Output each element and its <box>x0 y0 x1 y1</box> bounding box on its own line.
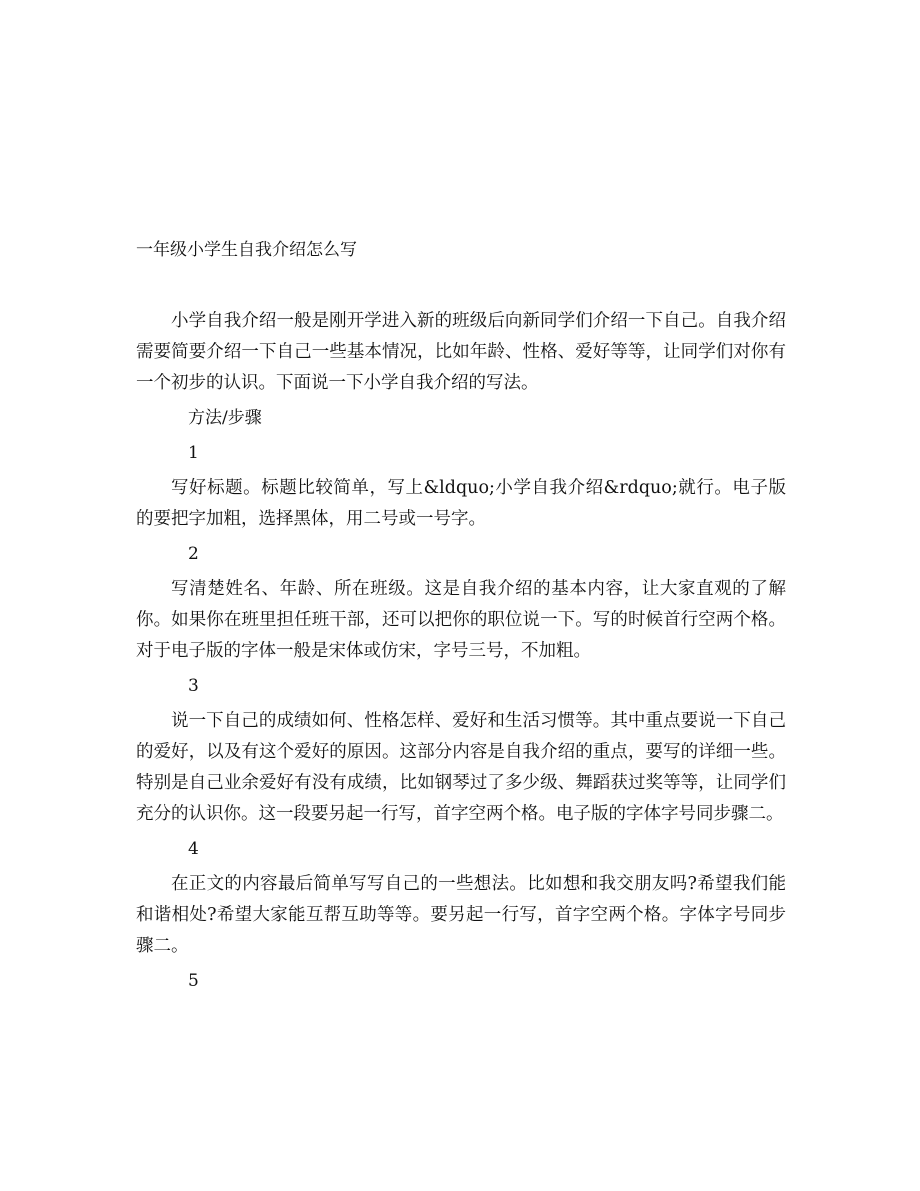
step-text: 写清楚姓名、年龄、所在班级。这是自我介绍的基本内容，让大家直观的了解你。如果你在班里担任班干部，还可以把你的职位说一下。写的时候首行空两个格。对于电子版的字体一般是宋体或仿宋，字号三号，不加粗。 <box>136 579 786 661</box>
step-text: 在正文的内容最后简单写写自己的一些想法。比如想和我交朋友吗?希望我们能和谐相处?希望大家能互帮互助等等。要另起一行写，首字空两个格。字体字号同步骤二。 <box>136 874 786 956</box>
method-label: 方法/步骤 <box>188 408 262 428</box>
document-body <box>136 306 786 1001</box>
step-text: 写好标题。标题比较简单，写上&ldquo;小学自我介绍&rdquo;就行。电子版的要把字加粗，选择黑体，用二号或一号字。 <box>136 478 786 529</box>
step-number: 3 <box>188 676 199 696</box>
step-text: 说一下自己的成绩如何、性格怎样、爱好和生活习惯等。其中重点要说一下自己的爱好，以及有这个爱好的原因。这部分内容是自我介绍的重点，要写的详细一些。特别是自己业余爱好有没有成绩，比如钢琴过了多少级、舞蹈获过奖等等，让同学们充分的认识你。这一段要另起一行写，首字空两个格。电子版的字体字号同步骤二。 <box>136 711 786 824</box>
step-number: 1 <box>188 443 199 463</box>
document-title: 一年级小学生自我介绍怎么写 <box>136 240 357 260</box>
step-number: 2 <box>188 544 199 564</box>
intro-paragraph: 小学自我介绍一般是刚开学进入新的班级后向新同学们介绍一下自己。自我介绍需要简要介绍一下自己一些基本情况，比如年龄、性格、爱好等等，让同学们对你有一个初步的认识。下面说一下小学自我介绍的写法。 <box>136 311 786 393</box>
step-number: 5 <box>188 971 199 991</box>
step-number: 4 <box>188 839 199 859</box>
